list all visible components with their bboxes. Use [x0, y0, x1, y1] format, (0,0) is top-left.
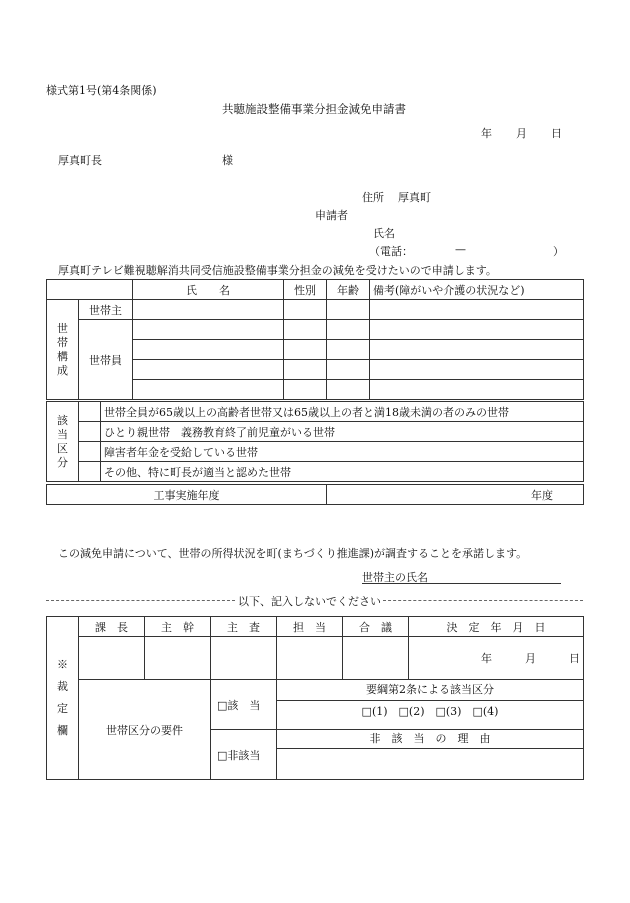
- divider-line-left: [46, 600, 235, 601]
- not-applicable-label: □非該当: [217, 748, 261, 762]
- member-name-field[interactable]: [133, 380, 284, 400]
- member-name-field[interactable]: [133, 340, 284, 360]
- header-consultation: 合 議: [343, 617, 409, 637]
- application-statement: 厚真町テレビ難視聴解消共同受信施設整備事業分担金の減免を受けたいので申請します。: [58, 264, 497, 277]
- address-label: 住所: [362, 191, 384, 204]
- category-options-title: 要綱第2条による該当区分: [277, 680, 583, 701]
- consent-statement: この減免申請について、世帯の所得状況を町(まちづくり推進課)が調査することを承諾します。: [58, 547, 528, 560]
- phone-dash: —: [455, 243, 466, 256]
- head-age-field[interactable]: [327, 300, 370, 320]
- approval-header-row: [47, 617, 584, 637]
- date-day-label: 日: [551, 127, 562, 140]
- office-use-table: [46, 616, 584, 780]
- address-value: 厚真町: [398, 191, 431, 204]
- corner-cell: [47, 280, 133, 300]
- form-number: 様式第1号(第4条関係): [46, 84, 157, 97]
- category-checkbox[interactable]: [79, 442, 101, 462]
- category-section-label: 該当区分: [47, 402, 79, 482]
- category-item: その他、特に町長が適当と認めた世帯: [101, 462, 584, 482]
- date-month-label: 月: [516, 127, 527, 140]
- col-gender: 性別: [284, 280, 327, 300]
- requirement-label: 世帯区分の要件: [79, 680, 211, 780]
- category-row: [47, 422, 584, 442]
- table-row: [47, 320, 584, 340]
- addressee-honorific: 様: [222, 154, 233, 167]
- adjudication-side-label: ※裁定欄: [47, 617, 79, 780]
- member-gender-field[interactable]: [284, 320, 327, 340]
- category-row: [47, 402, 584, 422]
- head-remarks-field[interactable]: [370, 300, 584, 320]
- col-name: 氏 名: [133, 280, 284, 300]
- construction-year-table: [46, 484, 584, 505]
- member-remarks-field[interactable]: [370, 320, 584, 340]
- category-item: 世帯全員が65歳以上の高齢者世帯又は65歳以上の者と満18歳未満の者のみの世帯: [101, 402, 584, 422]
- member-label: 世帯員: [79, 320, 133, 400]
- document-title: 共聴施設整備事業分担金減免申請書: [222, 102, 406, 116]
- applicable-checkbox[interactable]: [211, 680, 277, 730]
- member-age-field[interactable]: [327, 380, 370, 400]
- table-row: [47, 300, 584, 320]
- name-label: 氏名: [373, 227, 395, 240]
- header-section-chief: 課 長: [79, 617, 145, 637]
- office-use-notice: 以下、記入しないでください: [238, 595, 381, 608]
- stamp-inspector[interactable]: [211, 637, 277, 680]
- decision-date-field[interactable]: [409, 637, 584, 680]
- member-age-field[interactable]: [327, 340, 370, 360]
- stamp-chief-officer[interactable]: [145, 637, 211, 680]
- head-gender-field[interactable]: [284, 300, 327, 320]
- category-row: [47, 462, 584, 482]
- not-applicable-checkbox[interactable]: [211, 730, 277, 780]
- member-remarks-field[interactable]: [370, 380, 584, 400]
- col-age: 年齢: [327, 280, 370, 300]
- construction-year-field[interactable]: 年度: [327, 485, 584, 505]
- construction-year-row: [47, 485, 584, 505]
- applicable-label: □該 当: [217, 698, 261, 712]
- category-options[interactable]: □(1) □(2) □(3) □(4): [361, 705, 499, 718]
- header-staff: 担 当: [277, 617, 343, 637]
- phone-label: （電話：: [369, 245, 413, 258]
- household-header-row: [47, 280, 584, 300]
- member-gender-field[interactable]: [284, 380, 327, 400]
- stamp-section-chief[interactable]: [79, 637, 145, 680]
- divider-line-right: [383, 600, 583, 601]
- member-remarks-field[interactable]: [370, 340, 584, 360]
- header-inspector: 主 査: [211, 617, 277, 637]
- decision-month-label: 月: [525, 652, 536, 665]
- household-table: [46, 279, 584, 400]
- category-checkbox[interactable]: [79, 422, 101, 442]
- construction-year-label: 工事実施年度: [47, 485, 327, 505]
- date-year-label: 年: [481, 127, 492, 140]
- stamp-staff[interactable]: [277, 637, 343, 680]
- header-decision-date: 決 定 年 月 日: [409, 617, 584, 637]
- reason-cell: [277, 730, 584, 780]
- decision-year-label: 年: [481, 652, 492, 665]
- member-remarks-field[interactable]: [370, 360, 584, 380]
- category-checkbox[interactable]: [79, 462, 101, 482]
- category-row: [47, 442, 584, 462]
- head-name-field[interactable]: [133, 300, 284, 320]
- reason-title: 非 該 当 の 理 由: [277, 730, 583, 749]
- member-age-field[interactable]: [327, 360, 370, 380]
- decision-day-label: 日: [569, 652, 580, 665]
- addressee: 厚真町長: [58, 154, 102, 167]
- category-checkbox[interactable]: [79, 402, 101, 422]
- member-gender-field[interactable]: [284, 360, 327, 380]
- signature-label: 世帯主の氏名: [362, 571, 428, 584]
- household-section-label: 世帯構成: [47, 300, 79, 400]
- phone-close: ）: [553, 245, 564, 258]
- applicant-label: 申請者: [315, 209, 348, 222]
- member-name-field[interactable]: [133, 360, 284, 380]
- approval-stamp-row: [47, 637, 584, 680]
- head-label: 世帯主: [79, 300, 133, 320]
- category-options-cell: [277, 680, 584, 730]
- member-name-field[interactable]: [133, 320, 284, 340]
- stamp-consultation[interactable]: [343, 637, 409, 680]
- signature-line[interactable]: [362, 569, 561, 584]
- member-gender-field[interactable]: [284, 340, 327, 360]
- header-chief-officer: 主 幹: [145, 617, 211, 637]
- reason-field[interactable]: [277, 749, 583, 779]
- category-item: ひとり親世帯 義務教育終了前児童がいる世帯: [101, 422, 584, 442]
- member-age-field[interactable]: [327, 320, 370, 340]
- category-item: 障害者年金を受給している世帯: [101, 442, 584, 462]
- col-remarks: 備考(障がいや介護の状況など): [370, 280, 584, 300]
- applicable-row: [47, 680, 584, 730]
- category-table: [46, 401, 584, 482]
